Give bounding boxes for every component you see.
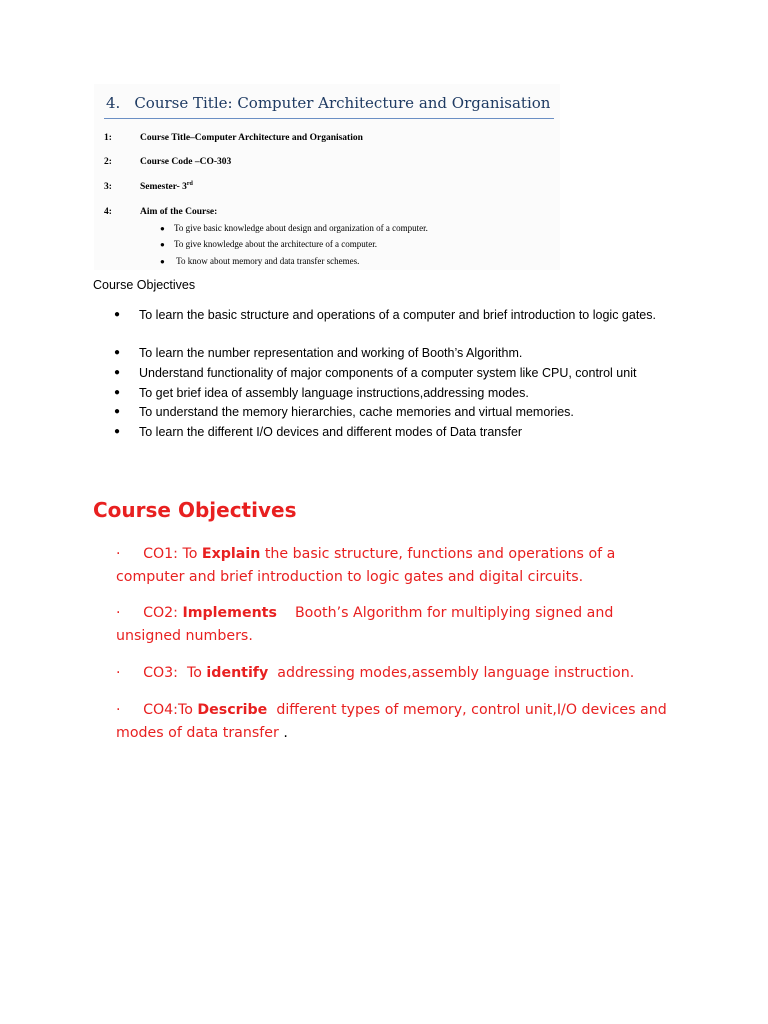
snippet-row-code [104, 157, 231, 167]
snippet-row-superscript: rd [186, 181, 193, 187]
snippet-aim-item [160, 239, 377, 249]
bullet-icon: ● [160, 257, 165, 266]
snippet-row-number: 1: [104, 133, 112, 143]
snippet-row-text: Course Code –CO-303 [140, 157, 232, 167]
snippet-aim-item [160, 256, 359, 266]
objective-text: To learn the number representation and working of Booth’s Algorithm. [139, 346, 523, 360]
objective-text: To learn the different I/O devices and different modes of Data transfer [139, 425, 523, 439]
co-section-title: Course Objectives [93, 498, 297, 522]
co-prefix: CO4:To [143, 702, 198, 718]
snippet-row-text: Aim of the Course: [140, 207, 218, 217]
snippet-heading [106, 94, 550, 112]
bullet-icon: ● [160, 224, 165, 233]
co-item-2 [116, 602, 676, 647]
bullet-icon: · [116, 665, 121, 681]
snippet-aim-text: To know about memory and data transfer schemes. [174, 256, 360, 266]
bullet-icon: ● [114, 406, 121, 417]
objective-item [114, 364, 674, 382]
bullet-icon: ● [114, 426, 121, 437]
co-prefix: CO3: To [143, 665, 207, 681]
co-item-3 [116, 662, 676, 685]
objective-text: To learn the basic structure and operations of a computer and brief introduction to logic gates. [139, 308, 656, 322]
objective-item [114, 423, 674, 441]
bullet-icon: ● [114, 387, 121, 398]
objective-item [114, 344, 674, 362]
co-trailing-period: . [283, 724, 288, 741]
snippet-row-aim [104, 207, 217, 217]
co-prefix: CO2: [143, 605, 183, 621]
co-prefix: CO1: To [143, 546, 202, 562]
co-text: different types of memory, control unit,I/O devices and modes of data transfer [116, 702, 672, 741]
objective-text: To understand the memory hierarchies, cache memories and virtual memories. [139, 405, 574, 419]
bullet-icon: ● [160, 240, 165, 249]
snippet-heading-rule [104, 118, 554, 119]
bullet-icon: ● [114, 309, 121, 320]
bullet-icon: · [116, 605, 121, 621]
objective-item [114, 306, 674, 324]
bullet-icon: ● [114, 367, 121, 378]
snippet-row-number: 3: [104, 182, 112, 193]
co-text: the basic structure, functions and operations of a computer and brief introduction to logic gates and digital circuits. [116, 546, 616, 585]
co-keyword: identify [206, 665, 269, 681]
objective-text: Understand functionality of major components of a computer system like CPU, control unit [139, 366, 637, 380]
snippet-row-number: 4: [104, 207, 112, 217]
co-item-4 [116, 699, 676, 744]
snippet-row-text: Course Title–Computer Architecture and Organisation [140, 133, 363, 143]
embedded-syllabus-image [94, 84, 560, 270]
objective-text: To get brief idea of assembly language instructions,addressing modes. [139, 386, 529, 400]
snippet-row-text: Semester- 3 [140, 182, 187, 193]
snippet-row-semester [104, 181, 193, 192]
co-keyword: Describe [197, 702, 268, 718]
snippet-heading-number: 4. [106, 94, 121, 112]
co-keyword: Implements [182, 605, 277, 621]
co-keyword: Explain [201, 546, 261, 562]
objective-item [114, 384, 674, 402]
objective-item [114, 403, 674, 421]
co-text: Booth’s Algorithm for multiplying signed and unsigned numbers. [116, 605, 618, 644]
snippet-aim-text: To give basic knowledge about design and organization of a computer. [174, 223, 428, 233]
co-item-1 [116, 543, 676, 588]
bullet-icon: · [116, 546, 121, 562]
snippet-aim-item [160, 223, 428, 233]
snippet-heading-text: Course Title: Computer Architecture and Organisation [134, 94, 551, 112]
bullet-icon: · [116, 702, 121, 718]
snippet-row-title [104, 133, 363, 143]
snippet-row-number: 2: [104, 157, 112, 167]
snippet-aim-text: To give knowledge about the architecture of a computer. [174, 239, 378, 249]
co-text: addressing modes,assembly language instruction. [268, 665, 635, 681]
objectives-label: Course Objectives [93, 278, 196, 292]
bullet-icon: ● [114, 347, 121, 358]
